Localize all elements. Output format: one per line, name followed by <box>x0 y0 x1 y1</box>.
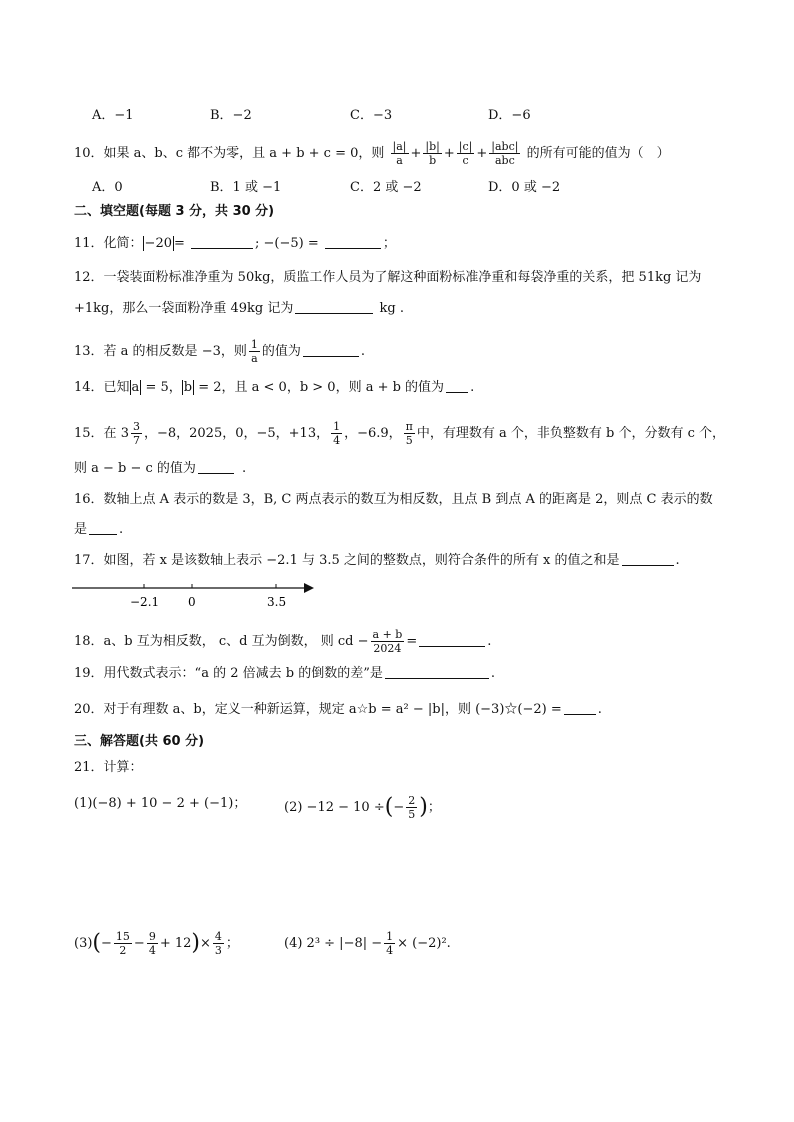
question-19: 19．用代数式表示：“a 的 2 倍减去 b 的倒数的差”是 . <box>74 666 495 681</box>
label-3-5: 3.5 <box>267 595 287 609</box>
section-3-heading: 三、解答题(共 60 分) <box>74 734 205 749</box>
answer-blank-17[interactable] <box>622 551 674 566</box>
q21-part-2: (2) −12 − 10 ÷(− $\frac{2}{5}$ )； <box>284 794 441 821</box>
fraction-abs-abc-over-abc: $\frac{\text{|abc|}}{\text{abc}}$ <box>491 140 519 167</box>
question-14: 14．已知 a = 5， b = 2，且 a < 0，b > 0，则 a + b 的值为 . <box>74 380 475 395</box>
question-15-line2: 则 a − b − c 的值为 . <box>74 461 247 476</box>
arrow-head-icon <box>304 583 314 593</box>
label-0: 0 <box>188 595 196 609</box>
fraction-3-7: $\frac{3}{7}$ <box>132 420 140 447</box>
question-17: 17．如图，若 x 是该数轴上表示 −2.1 与 3.5 之间的整数点，则符合条件的所有 x 的值之和是 . <box>74 553 680 568</box>
fraction-9-4: $\frac{9}{4}$ <box>148 930 156 957</box>
fraction-15-2: $\frac{15}{2}$ <box>115 930 130 957</box>
fraction-abs-c-over-c: $\frac{|c|}{c}$ <box>458 140 473 167</box>
q9-option-a: A．−1 <box>92 108 134 123</box>
q10-option-a: A．0 <box>92 180 123 195</box>
fraction-pi-5: $\frac{\pi}{5}$ <box>405 420 413 447</box>
q9-option-b: B．−2 <box>210 108 252 123</box>
answer-blank-12[interactable] <box>295 299 373 314</box>
q10-prefix: 10．如果 a、b、c 都不为零，且 a + b + c = 0，则 <box>74 146 385 161</box>
fraction-1-over-a: $\frac{1}{a}$ <box>250 338 258 365</box>
question-11: 11．化简： −20 = ; −(−5) = ； <box>74 236 396 251</box>
question-18: 18．a、b 互为相反数， c、d 互为倒数， 则 cd − $\frac{a + b}{2024}$ = . <box>74 628 492 655</box>
question-16-line1: 16．数轴上点 A 表示的数是 3，B, C 两点表示的数互为相反数，且点 B 到点 A 的距离是 2，则点 C 表示的数 <box>74 492 713 507</box>
section-2-heading: 二、填空题(每题 3 分，共 30 分) <box>74 204 275 219</box>
mixed-number-whole: 3 <box>120 426 129 441</box>
fraction-2-5: $\frac{2}{5}$ <box>408 794 416 821</box>
q9-option-c: C．−3 <box>350 108 393 123</box>
q10-option-b: B．1 或 −1 <box>210 180 282 195</box>
question-15-line1: 15．在 3 $\frac{3}{7}$ ，−8，2025，0，−5，+13， $\frac{1}{4}$ ，−6.9， $\frac{\pi}{5}$ 中，有理数有 a 个，非负整数有 b 个，分数有 c 个， <box>74 420 726 447</box>
question-13: 13．若 a 的相反数是 −3，则 $\frac{1}{a}$ 的值为 . <box>74 338 366 365</box>
abs-neg-20: −20 <box>144 236 172 251</box>
q9-option-d: D．−6 <box>488 108 531 123</box>
question-12-line1: 12．一袋装面粉标准净重为 50kg，质监工作人员为了解这种面粉标准净重和每袋净重的关系，把 51kg 记为 <box>74 270 702 285</box>
fraction-1-4-part4: $\frac{1}{4}$ <box>386 930 394 957</box>
answer-blank-14[interactable] <box>446 378 468 393</box>
q21-part-4: (4) 2³ ÷ |−8| − $\frac{1}{4}$ × (−2)². <box>284 930 451 957</box>
answer-blank-18[interactable] <box>419 632 485 647</box>
abs-a: a <box>131 380 140 395</box>
q10-option-c: C．2 或 −2 <box>350 180 422 195</box>
answer-blank-16[interactable] <box>89 520 117 535</box>
fraction-abs-b-over-b: $\frac{|b|}{b}$ <box>425 140 440 167</box>
answer-blank-13[interactable] <box>303 342 359 357</box>
fraction-a-plus-b-over-2024: $\frac{a + b}{2024}$ <box>372 628 403 655</box>
question-20: 20．对于有理数 a、b，定义一种新运算，规定 a☆b = a² − |b|，则 (−3)☆(−2) = . <box>74 702 602 717</box>
abs-b: b <box>183 380 193 395</box>
fraction-1-4: $\frac{1}{4}$ <box>333 420 341 447</box>
answer-blank-11a[interactable] <box>191 234 253 249</box>
question-21-title: 21．计算： <box>74 760 143 775</box>
answer-blank-11b[interactable] <box>325 234 381 249</box>
number-line-figure <box>68 578 318 612</box>
question-10: 10．如果 a、b、c 都不为零，且 a + b + c = 0，则 $\frac{|a|}{a}$ + $\frac{|b|}{b}$ + $\frac{|c|}{c}$ + $\frac{\text{|abc|}}{\text{abc}}$ 的所有可能的值为（ ） <box>74 140 670 167</box>
q10-option-d: D．0 或 −2 <box>488 180 561 195</box>
question-16-line2: 是 . <box>74 522 124 537</box>
q10-suffix: 的所有可能的值为（ ） <box>526 146 670 161</box>
q21-part-3: (3)(− $\frac{15}{2}$ − $\frac{9}{4}$ + 12)× $\frac{4}{3}$ ； <box>74 930 239 957</box>
label-neg-2-1: −2.1 <box>130 595 160 609</box>
fraction-abs-a-over-a: $\frac{|a|}{a}$ <box>392 140 407 167</box>
question-12-line2: +1kg，那么一袋面粉净重 49kg 记为 kg . <box>74 301 404 316</box>
answer-blank-19[interactable] <box>385 664 489 679</box>
q21-part-1: (1)(−8) + 10 − 2 + (−1)； <box>74 796 247 811</box>
answer-blank-20[interactable] <box>564 700 596 715</box>
fraction-4-3: $\frac{4}{3}$ <box>214 930 222 957</box>
answer-blank-15[interactable] <box>198 459 234 474</box>
